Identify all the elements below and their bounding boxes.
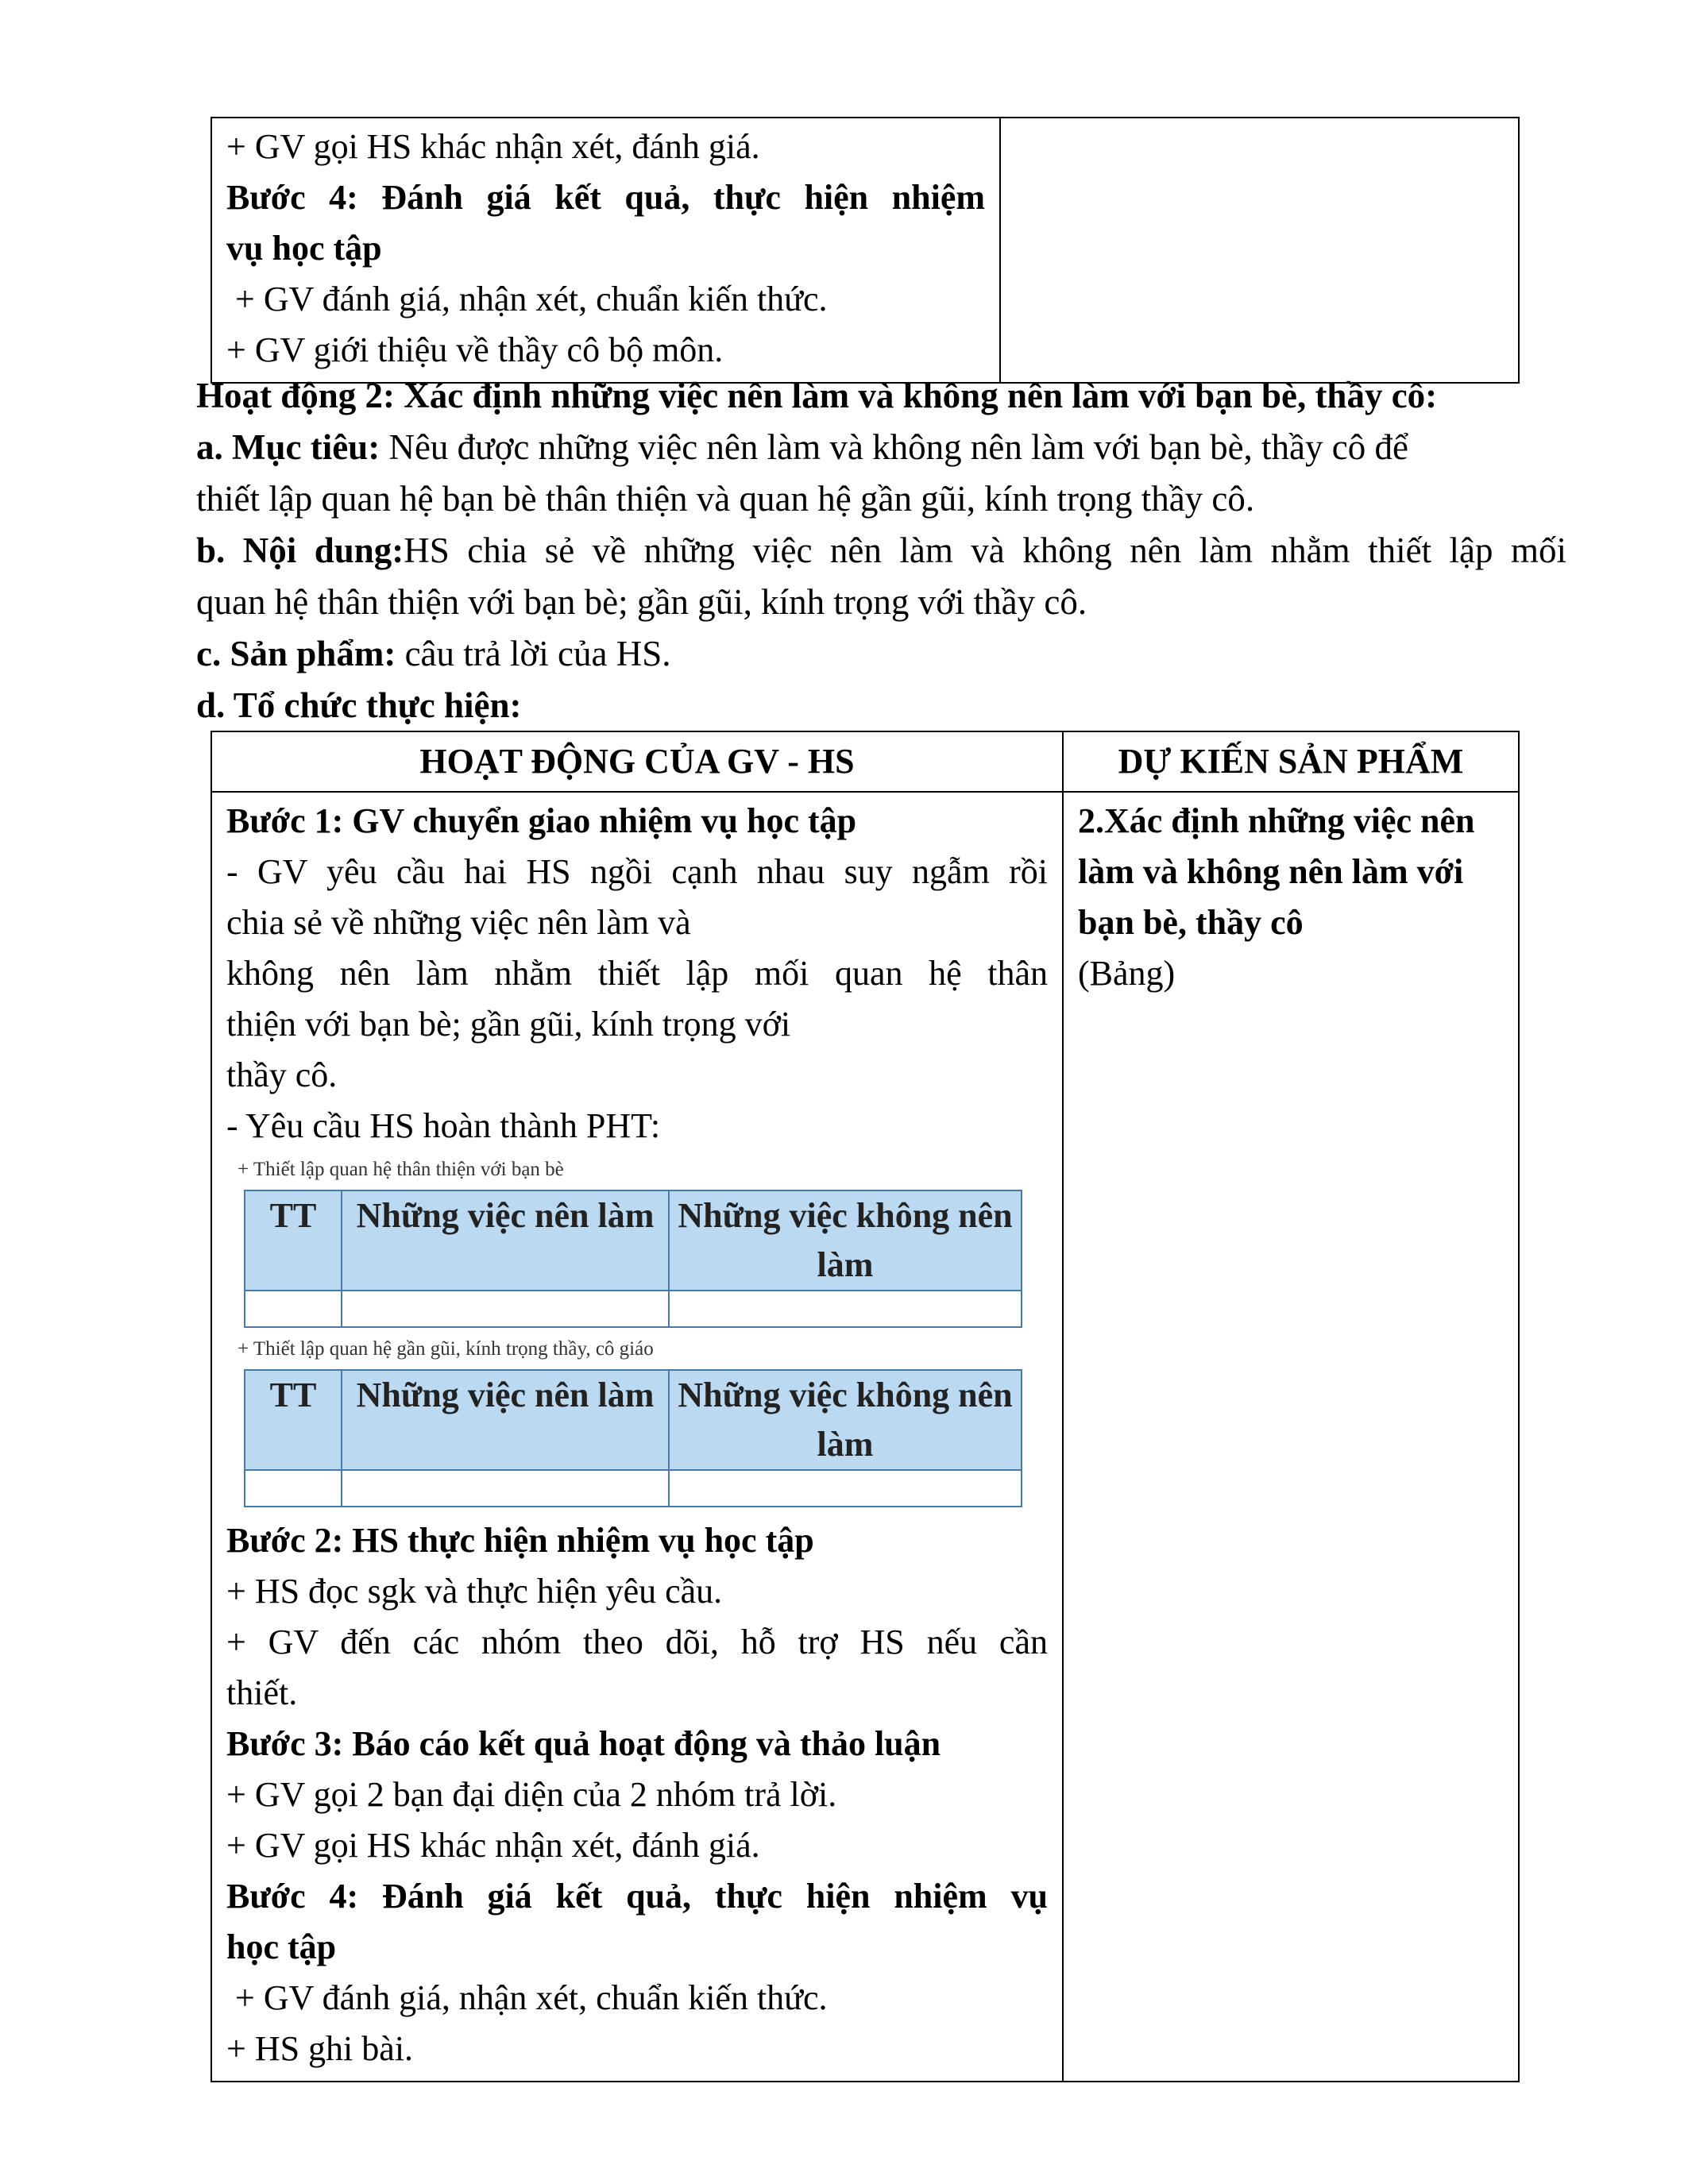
worksheet-cell [669, 1291, 1022, 1327]
worksheet-cell [245, 1291, 342, 1327]
product-line [196, 628, 1566, 680]
step2-line-1: + HS đọc sgk và thực hiện yêu cầu. [226, 1572, 723, 1611]
activity-table-header [211, 731, 1519, 792]
step3-line-1: + GV gọi 2 bạn đại diện của 2 nhóm trả lời. [226, 1775, 837, 1814]
step2-line-2: + GV đến các nhóm theo dõi, hỗ trợ HS nếu cần [226, 1623, 1048, 1661]
activity-table [211, 731, 1520, 2082]
content-line-1 [196, 525, 1566, 577]
worksheet-col-should: Những việc nên làm [342, 1190, 669, 1291]
continuation-right-cell [1000, 118, 1519, 383]
step1-line-4: thiện với bạn bè; gần gũi, kính trọng với [226, 1005, 791, 1044]
activity-2-section [196, 370, 1566, 731]
goal-label: a. Mục tiêu: [196, 427, 380, 467]
product-text: câu trả lời của HS. [396, 634, 671, 673]
worksheet-table-friends [244, 1190, 1022, 1328]
step4-title-line2: vụ học tập [226, 229, 382, 268]
worksheet-image [226, 1156, 1021, 1507]
product-title-1: 2.Xác định những việc nên [1078, 801, 1475, 840]
step4-line-1: + GV đánh giá, nhận xét, chuẩn kiến thức. [226, 1978, 828, 2017]
goal-line-2: thiết lập quan hệ bạn bè thân thiện và quan hệ gần gũi, kính trọng thầy cô. [196, 479, 1255, 519]
worksheet-col-should: Những việc nên làm [342, 1370, 669, 1470]
worksheet-col-should-not: Những việc không nên làm [669, 1370, 1022, 1470]
step2-line-3: thiết. [226, 1673, 298, 1712]
header-expected-product: DỰ KIẾN SẢN PHẨM [1063, 731, 1519, 792]
step1-line-5: thầy cô. [226, 1055, 338, 1094]
product-title-3: bạn bè, thầy cô [1078, 903, 1304, 942]
continuation-table [211, 117, 1520, 384]
step2-title: Bước 2: HS thực hiện nhiệm vụ học tập [226, 1521, 814, 1560]
worksheet-cell [342, 1291, 669, 1327]
activity-table-body [211, 792, 1519, 2082]
step4-item-1: + GV đánh giá, nhận xét, chuẩn kiến thức. [226, 280, 828, 318]
step1-line-3: không nên làm nhằm thiết lập mối quan hệ thân [226, 954, 1048, 993]
worksheet-cell [342, 1470, 669, 1507]
worksheet-col-tt: TT [245, 1370, 342, 1470]
step4-item-2: + GV giới thiệu về thầy cô bộ môn. [226, 330, 724, 369]
product-title-2: làm và không nên làm với [1078, 852, 1464, 891]
content-text-1: HS chia sẻ về những việc nên làm và không nên làm nhằm thiết lập mối [404, 531, 1566, 570]
product-note: (Bảng) [1078, 954, 1176, 993]
step3-evaluate-line: + GV gọi HS khác nhận xét, đánh giá. [226, 127, 760, 166]
product-label: c. Sản phẩm: [196, 634, 396, 673]
step4-line-2: + HS ghi bài. [226, 2029, 414, 2068]
step4-title-1: Bước 4: Đánh giá kết quả, thực hiện nhiệm vụ [226, 1877, 1048, 1916]
worksheet-caption-friends: + Thiết lập quan hệ thân thiện với bạn bè [238, 1159, 564, 1180]
content-line-2: quan hệ thân thiện với bạn bè; gần gũi, kính trọng với thầy cô. [196, 582, 1087, 622]
step1-line-1: - GV yêu cầu hai HS ngồi cạnh nhau suy ngẫm rồi [226, 852, 1048, 891]
header-teacher-student-activity: HOẠT ĐỘNG CỦA GV - HS [211, 731, 1063, 792]
step1-line-6: - Yêu cầu HS hoàn thành PHT: [226, 1106, 661, 1145]
expected-product-cell [1063, 792, 1519, 2082]
goal-line-1 [196, 422, 1566, 473]
step3-title: Bước 3: Báo cáo kết quả hoạt động và thảo luận [226, 1724, 941, 1763]
worksheet-col-tt: TT [245, 1190, 342, 1291]
continuation-left-cell [211, 118, 1000, 383]
worksheet-col-should-not: Những việc không nên làm [669, 1190, 1022, 1291]
step1-title: Bước 1: GV chuyển giao nhiệm vụ học tập [226, 801, 857, 840]
worksheet-table-teachers [244, 1369, 1022, 1507]
step1-line-2: chia sẻ về những việc nên làm và [226, 903, 691, 942]
step4-title-2: học tập [226, 1927, 337, 1966]
goal-text-1: Nêu được những việc nên làm và không nên làm với bạn bè, thầy cô để [380, 427, 1408, 467]
activity-cell [211, 792, 1063, 2082]
worksheet-caption-teachers: + Thiết lập quan hệ gần gũi, kính trọng thầy, cô giáo [238, 1338, 654, 1360]
organization-label: d. Tổ chức thực hiện: [196, 685, 522, 725]
worksheet-cell [245, 1470, 342, 1507]
worksheet-cell [669, 1470, 1022, 1507]
step3-line-2: + GV gọi HS khác nhận xét, đánh giá. [226, 1826, 760, 1865]
step4-title-line1: Bước 4: Đánh giá kết quả, thực hiện nhiệm [226, 178, 985, 217]
activity-heading: Hoạt động 2: Xác định những việc nên làm và không nên làm với bạn bè, thầy cô: [196, 376, 1438, 415]
content-label: b. Nội dung: [196, 531, 404, 570]
